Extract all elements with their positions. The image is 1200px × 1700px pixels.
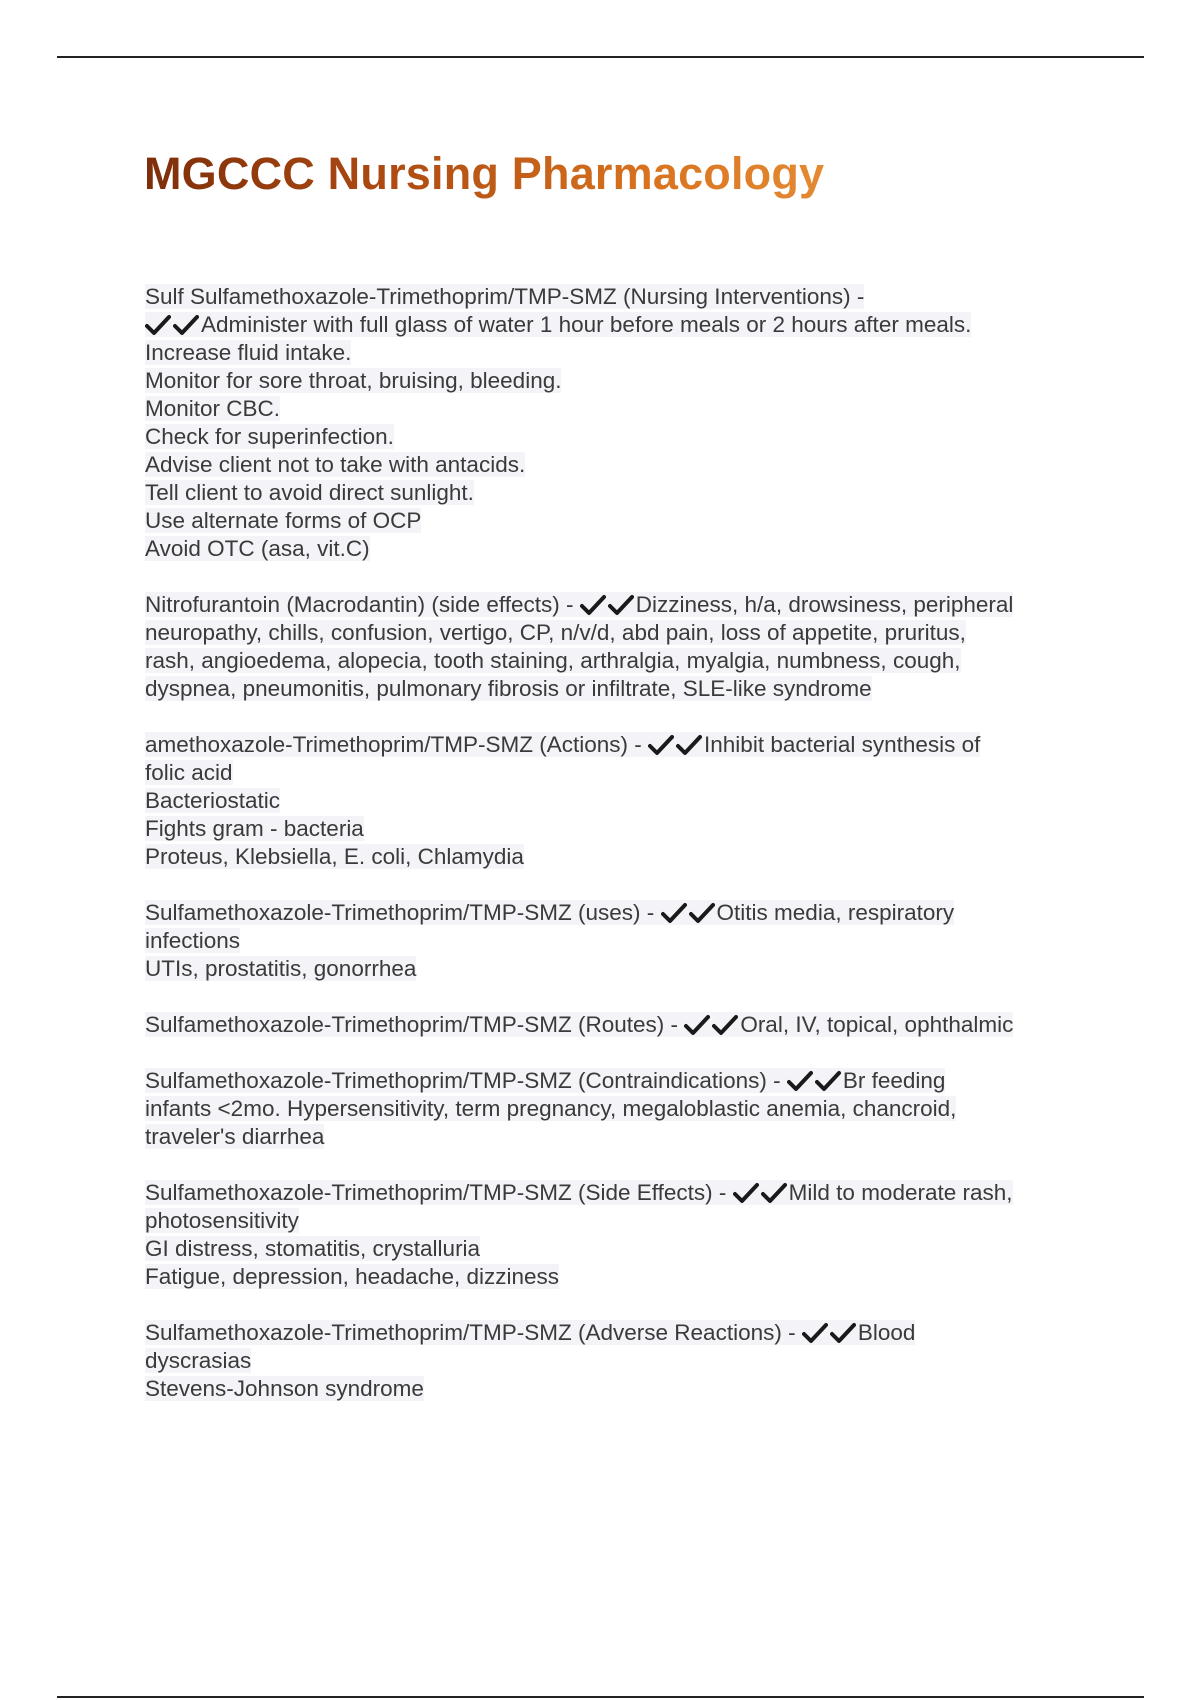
line-text-group	[145, 340, 351, 365]
entry-line	[145, 1347, 1090, 1375]
entry-line	[145, 619, 1090, 647]
line-text-group	[145, 1124, 324, 1149]
line-text-group	[145, 1012, 1013, 1037]
entry-line	[145, 591, 1090, 619]
entry-line	[145, 647, 1090, 675]
answer-text: Monitor CBC.	[145, 396, 281, 421]
answer-text: traveler's diarrhea	[145, 1124, 325, 1149]
line-text-group	[145, 284, 864, 309]
answer-text: Use alternate forms of OCP	[145, 508, 422, 533]
entry-line	[145, 451, 1090, 479]
line-text-group	[145, 648, 961, 673]
answer-text: Blood	[857, 1320, 916, 1345]
answer-text: dyspnea, pneumonitis, pulmonary fibrosis or infiltrate, SLE-like syndrome	[145, 676, 872, 701]
answer-text: Inhibit bacterial synthesis of	[704, 732, 981, 757]
entry-line	[145, 1179, 1090, 1207]
entry-line	[145, 787, 1090, 815]
line-text-group	[145, 368, 561, 393]
line-text-group	[145, 928, 240, 953]
answer-text: Advise client not to take with antacids.	[145, 452, 526, 477]
check-mark-icon	[712, 1014, 740, 1036]
answer-text: Oral, IV, topical, ophthalmic	[740, 1012, 1014, 1037]
answer-text: Stevens-Johnson syndrome	[145, 1376, 424, 1401]
check-mark-icon	[145, 314, 173, 336]
answer-text: Br feeding	[842, 1068, 946, 1093]
line-text-group	[145, 620, 966, 645]
check-mark-icon	[580, 594, 608, 616]
check-mark-icon	[661, 902, 689, 924]
check-mark-icon	[684, 1014, 712, 1036]
entry-line	[145, 731, 1090, 759]
flashcard-entry	[145, 1319, 1090, 1403]
answer-text: Otitis media, respiratory	[716, 900, 955, 925]
answer-text: Avoid OTC (asa, vit.C)	[145, 536, 370, 561]
entry-line	[145, 1319, 1090, 1347]
entry-line	[145, 1235, 1090, 1263]
line-text-group	[145, 1236, 480, 1261]
line-text-group	[145, 396, 280, 421]
question-text: Nitrofurantoin (Macrodantin) (side effects) -	[145, 592, 574, 617]
answer-text: Administer with full glass of water 1 hour before meals or 2 hours after meals.	[201, 312, 972, 337]
question-text: Sulfamethoxazole-Trimethoprim/TMP-SMZ (Adverse Reactions) -	[145, 1320, 796, 1345]
line-text-group	[145, 788, 280, 813]
entry-line	[145, 1263, 1090, 1291]
check-mark-icon	[787, 1070, 815, 1092]
entry-line	[145, 395, 1090, 423]
line-text-group	[145, 816, 364, 841]
line-text-group	[145, 676, 872, 701]
question-text: amethoxazole-Trimethoprim/TMP-SMZ (Actions) -	[145, 732, 642, 757]
answer-text: rash, angioedema, alopecia, tooth staining, arthralgia, myalgia, numbness, cough,	[145, 648, 961, 673]
answer-text: Increase fluid intake.	[145, 340, 352, 365]
page-title: MGCCC Nursing Pharmacology	[144, 148, 825, 199]
flashcard-entry	[145, 1067, 1090, 1151]
check-mark-icon	[648, 734, 676, 756]
line-text-group	[145, 1376, 424, 1401]
question-text: Sulfamethoxazole-Trimethoprim/TMP-SMZ (Routes) -	[145, 1012, 679, 1037]
answer-text: infections	[145, 928, 241, 953]
line-text-group	[145, 1348, 251, 1373]
line-text-group	[145, 1068, 945, 1093]
line-text-group	[145, 508, 421, 533]
entry-line	[145, 675, 1090, 703]
entry-line	[145, 1207, 1090, 1235]
answer-text: dyscrasias	[145, 1348, 252, 1373]
entry-line	[145, 759, 1090, 787]
answer-text: neuropathy, chills, confusion, vertigo, CP, n/v/d, abd pain, loss of appetite, pruritus,	[145, 620, 966, 645]
entry-line	[145, 1067, 1090, 1095]
line-text-group	[145, 1264, 559, 1289]
line-text-group	[145, 312, 971, 337]
flashcard-entry	[145, 591, 1090, 703]
line-text-group	[145, 844, 524, 869]
answer-text: Bacteriostatic	[145, 788, 281, 813]
answer-text: Mild to moderate rash,	[788, 1180, 1013, 1205]
answer-text: Fights gram - bacteria	[145, 816, 364, 841]
question-text: Sulf Sulfamethoxazole-Trimethoprim/TMP-SMZ (Nursing Interventions) -	[145, 284, 865, 309]
line-text-group	[145, 1320, 915, 1345]
entry-line	[145, 1375, 1090, 1403]
entry-line	[145, 927, 1090, 955]
entry-line	[145, 1011, 1090, 1039]
bottom-rule	[57, 1696, 1144, 1698]
entry-line	[145, 955, 1090, 983]
check-mark-icon	[830, 1322, 858, 1344]
entry-line	[145, 1123, 1090, 1151]
flashcard-entry	[145, 731, 1090, 871]
check-mark-icon	[676, 734, 704, 756]
line-text-group	[145, 900, 954, 925]
answer-text: Check for superinfection.	[145, 424, 394, 449]
answer-text: UTIs, prostatitis, gonorrhea	[145, 956, 417, 981]
line-text-group	[145, 1096, 956, 1121]
answer-text: Monitor for sore throat, bruising, bleeding.	[145, 368, 562, 393]
line-text-group	[145, 592, 1013, 617]
check-mark-icon	[761, 1182, 789, 1204]
line-text-group	[145, 732, 980, 757]
answer-text: GI distress, stomatitis, crystalluria	[145, 1236, 481, 1261]
document-body	[145, 283, 1090, 1431]
line-text-group	[145, 536, 370, 561]
entry-line	[145, 1095, 1090, 1123]
answer-text: Dizziness, h/a, drowsiness, peripheral	[635, 592, 1014, 617]
answer-text: Proteus, Klebsiella, E. coli, Chlamydia	[145, 844, 524, 869]
entry-line	[145, 339, 1090, 367]
entry-line	[145, 899, 1090, 927]
question-text: Sulfamethoxazole-Trimethoprim/TMP-SMZ (uses) -	[145, 900, 655, 925]
entry-line	[145, 423, 1090, 451]
entry-line	[145, 311, 1090, 339]
entry-line	[145, 479, 1090, 507]
line-text-group	[145, 1180, 1013, 1205]
answer-text: Tell client to avoid direct sunlight.	[145, 480, 474, 505]
flashcard-entry	[145, 1179, 1090, 1291]
line-text-group	[145, 1208, 299, 1233]
check-mark-icon	[173, 314, 201, 336]
check-mark-icon	[608, 594, 636, 616]
flashcard-entry	[145, 1011, 1090, 1039]
check-mark-icon	[733, 1182, 761, 1204]
check-mark-icon	[815, 1070, 843, 1092]
line-text-group	[145, 452, 525, 477]
question-text: Sulfamethoxazole-Trimethoprim/TMP-SMZ (Contraindications) -	[145, 1068, 781, 1093]
line-text-group	[145, 760, 233, 785]
answer-text: photosensitivity	[145, 1208, 299, 1233]
entry-line	[145, 843, 1090, 871]
flashcard-entry	[145, 899, 1090, 983]
line-text-group	[145, 424, 394, 449]
answer-text: infants <2mo. Hypersensitivity, term pregnancy, megaloblastic anemia, chancroid,	[145, 1096, 957, 1121]
entry-line	[145, 367, 1090, 395]
check-mark-icon	[689, 902, 717, 924]
entry-line	[145, 815, 1090, 843]
entry-line	[145, 283, 1090, 311]
top-rule	[57, 56, 1144, 58]
flashcard-entry	[145, 283, 1090, 563]
question-text: Sulfamethoxazole-Trimethoprim/TMP-SMZ (Side Effects) -	[145, 1180, 727, 1205]
check-mark-icon	[802, 1322, 830, 1344]
answer-text: folic acid	[145, 760, 233, 785]
entry-line	[145, 535, 1090, 563]
answer-text: Fatigue, depression, headache, dizziness	[145, 1264, 560, 1289]
line-text-group	[145, 956, 416, 981]
line-text-group	[145, 480, 474, 505]
entry-line	[145, 507, 1090, 535]
